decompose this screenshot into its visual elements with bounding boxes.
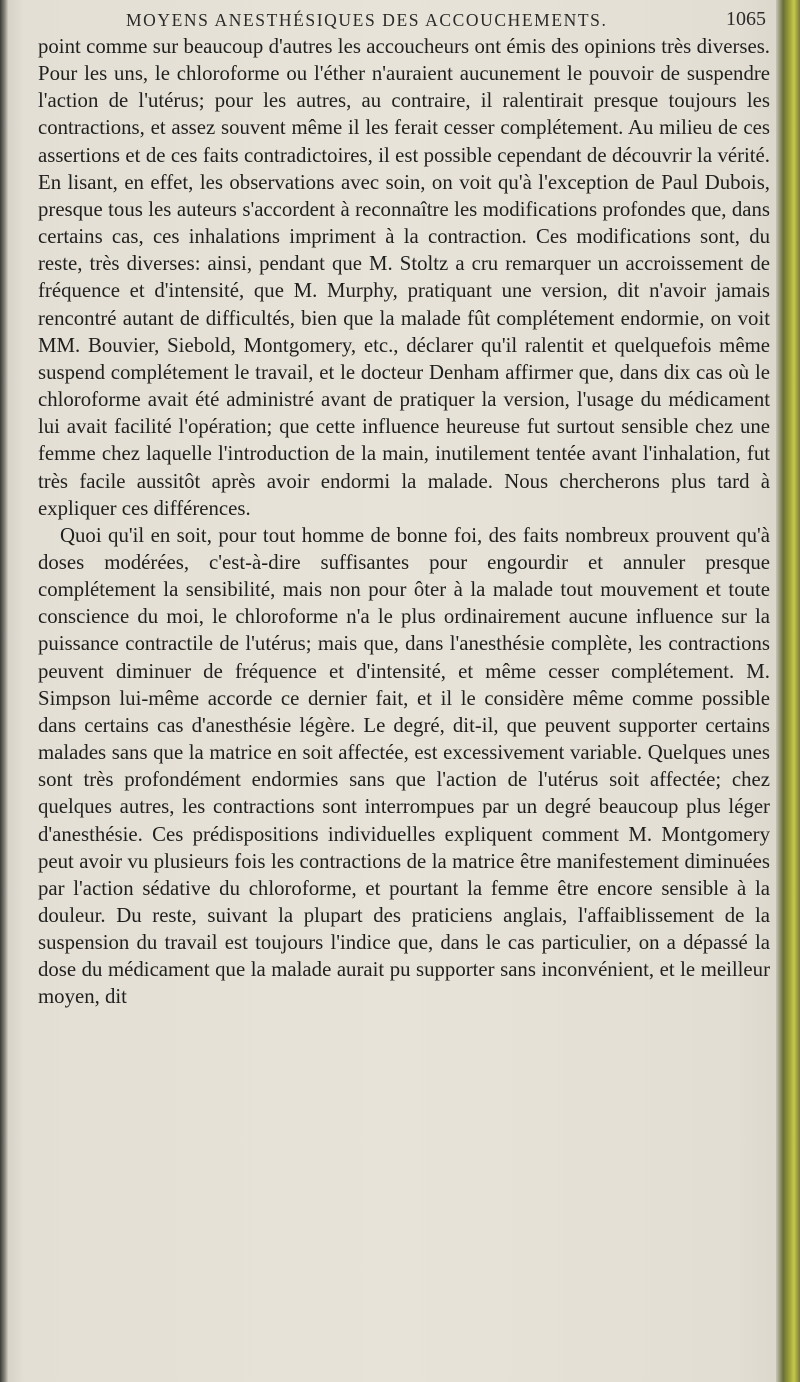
- running-title: MOYENS ANESTHÉSIQUES DES ACCOUCHEMENTS.: [126, 10, 608, 30]
- page-right-edge: [776, 0, 800, 1382]
- paragraph-quoi-quil-en-soit: Quoi qu'il en soit, pour tout homme de bonne foi, des faits nombreux prouvent qu'à doses modérées, c'est-à-dire suffisantes pour engourdir et annuler presque complétement la sensibilité, mais non pour ôter à la malade tout mouvement et toute conscience du moi, le chloroforme n'a le plus ordinairement aucune influence sur la puissance contractile de l'utérus; mais que, dans l'anesthésie complète, les contractions peuvent diminuer de fréquence et d'intensité, et même cesser complétement. M. Simpson lui-même accorde ce dernier fait, et il le considère même comme possible dans certains cas d'anesthésie légère. Le degré, dit-il, que peuvent supporter certains malades sans que la matrice en soit affectée, est excessivement variable. Quelques unes sont très profondément endormies sans que l'action de l'utérus soit affectée; chez quelques autres, les contractions sont interrompues par un degré beaucoup plus léger d'anesthésie. Ces prédispositions individuelles expliquent comment M. Montgomery peut avoir vu plusieurs fois les contractions de la matrice être manifestement diminuées par l'action sédative du chloroforme, et pourtant la femme être encore sensible à la douleur. Du reste, suivant la plupart des praticiens anglais, l'affaiblissement de la suspension du travail est toujours l'indice que, dans le cas particulier, on a dépassé la dose du médicament que la malade aurait pu supporter sans inconvénient, et le meilleur moyen, dit: [38, 523, 770, 1009]
- page-left-edge: [0, 0, 8, 1382]
- page-header: [126, 8, 776, 36]
- body-text: [38, 33, 770, 1011]
- paragraph-continuation: point comme sur beaucoup d'autres les accoucheurs ont émis des opinions très diverses. Pour les uns, le chloroforme ou l'éther n'auraient aucunement le pouvoir de suspendre l'action de l'utérus; pour les autres, au contraire, il ralentirait presque toujours les contractions, et assez souvent même il les ferait cesser complétement. Au milieu de ces assertions et de ces faits contradictoires, il est possible cependant de découvrir la vérité. En lisant, en effet, les observations avec soin, on voit qu'à l'exception de Paul Dubois, presque tous les auteurs s'accordent à reconnaître les modifications profondes que, dans certains cas, ces inhalations impriment à la contraction. Ces modifications sont, du reste, très diverses: ainsi, pendant que M. Stoltz a cru remarquer un accroissement de fréquence et d'intensité, que M. Murphy, pratiquant une version, dit n'avoir jamais rencontré autant de difficultés, bien que la malade fût complétement endormie, on voit MM. Bouvier, Siebold, Montgomery, etc., déclarer qu'il ralentit et quelquefois même suspend complétement le travail, et le docteur Denham affirmer que, dans dix cas où le chloroforme avait été administré avant de pratiquer la version, l'usage du médicament lui avait facilité l'opération; que cette influence heureuse fut surtout sensible chez une femme chez laquelle l'introduction de la main, inutilement tentée avant l'inhalation, fut très facile aussitôt après avoir endormi la malade. Nous chercherons plus tard à expliquer ces différences.: [38, 35, 770, 520]
- page-number: 1065: [726, 8, 766, 30]
